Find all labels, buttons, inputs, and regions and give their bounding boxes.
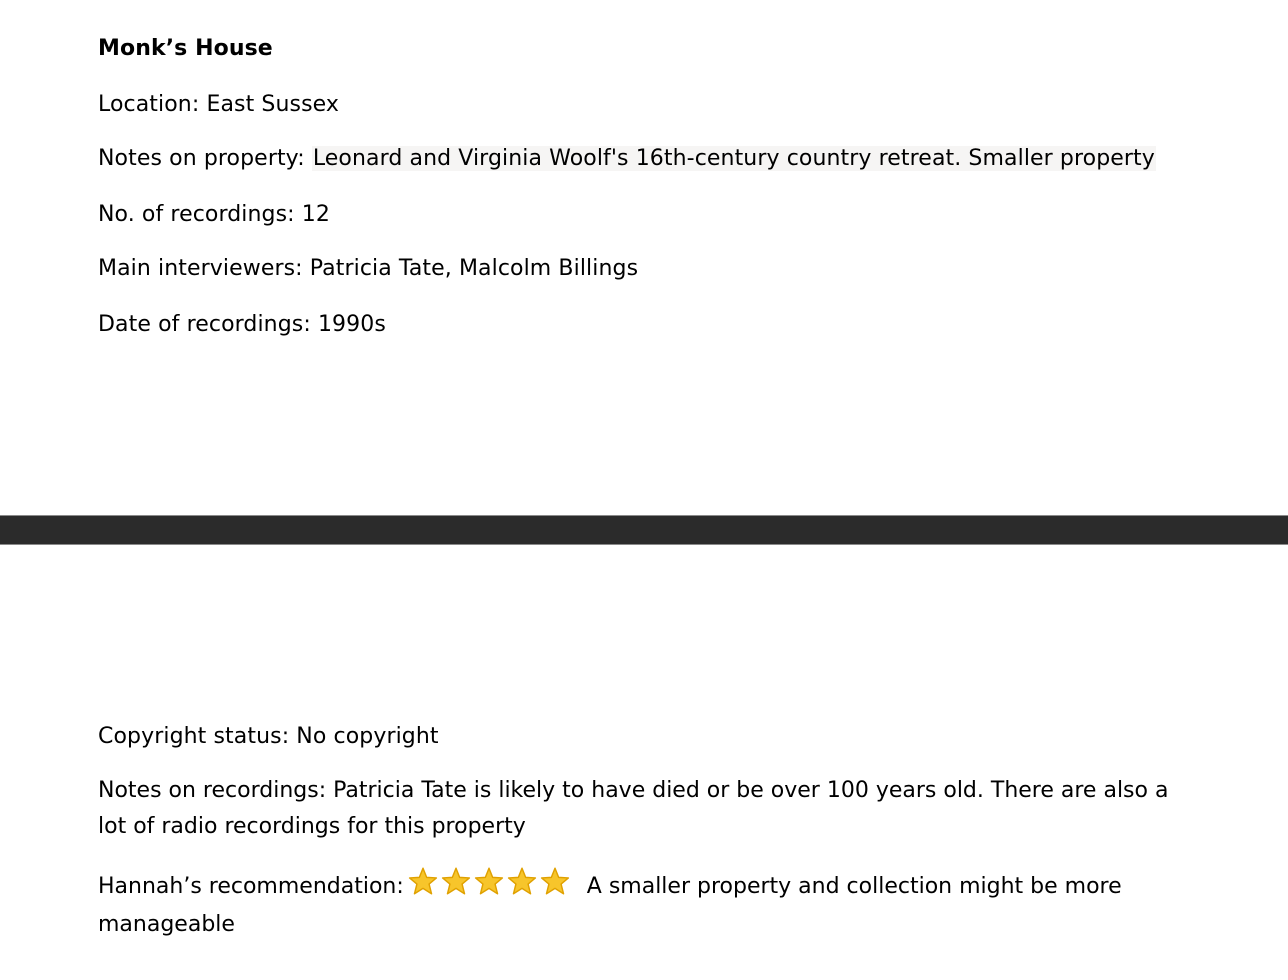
interviewers-value: Patricia Tate, Malcolm Billings <box>309 256 639 281</box>
star-icon <box>540 867 570 895</box>
notes-recordings-label: Notes on recordings: <box>98 778 327 803</box>
recordings-count-value: 12 <box>301 202 330 227</box>
date-value: 1990s <box>317 312 386 337</box>
location-value: East Sussex <box>206 92 340 117</box>
location-line <box>98 87 339 123</box>
location-label: Location: <box>98 92 200 117</box>
notes-property-line <box>98 141 1156 177</box>
copyright-label: Copyright status: <box>98 724 290 749</box>
interviewers-label: Main interviewers: <box>98 256 303 281</box>
recommendation-label: Hannah’s recommendation: <box>98 874 404 899</box>
date-label: Date of recordings: <box>98 312 311 337</box>
recommendation-paragraph <box>98 867 1198 943</box>
recordings-count-line <box>98 197 330 233</box>
recommendation-text: A smaller property and collection might be more manageable <box>98 874 1122 937</box>
notes-property-label: Notes on property: <box>98 146 305 171</box>
star-icon <box>408 867 438 895</box>
page-break-separator <box>0 515 1288 545</box>
property-title: Monk’s House <box>98 36 273 61</box>
interviewers-line <box>98 251 638 287</box>
recordings-count-label: No. of recordings: <box>98 202 295 227</box>
notes-recordings-value: Patricia Tate is likely to have died or be over 100 years old. There are also a lot of radio recordings for this property <box>98 778 1169 839</box>
star-icon <box>441 867 471 895</box>
copyright-line <box>98 719 439 755</box>
date-line <box>98 307 386 343</box>
star-icon <box>474 867 504 895</box>
notes-recordings-paragraph <box>98 773 1198 845</box>
star-icon <box>507 867 537 895</box>
copyright-value: No copyright <box>296 724 439 749</box>
notes-property-value: Leonard and Virginia Woolf's 16th-century country retreat. Smaller property <box>312 146 1155 171</box>
star-rating <box>408 867 573 907</box>
